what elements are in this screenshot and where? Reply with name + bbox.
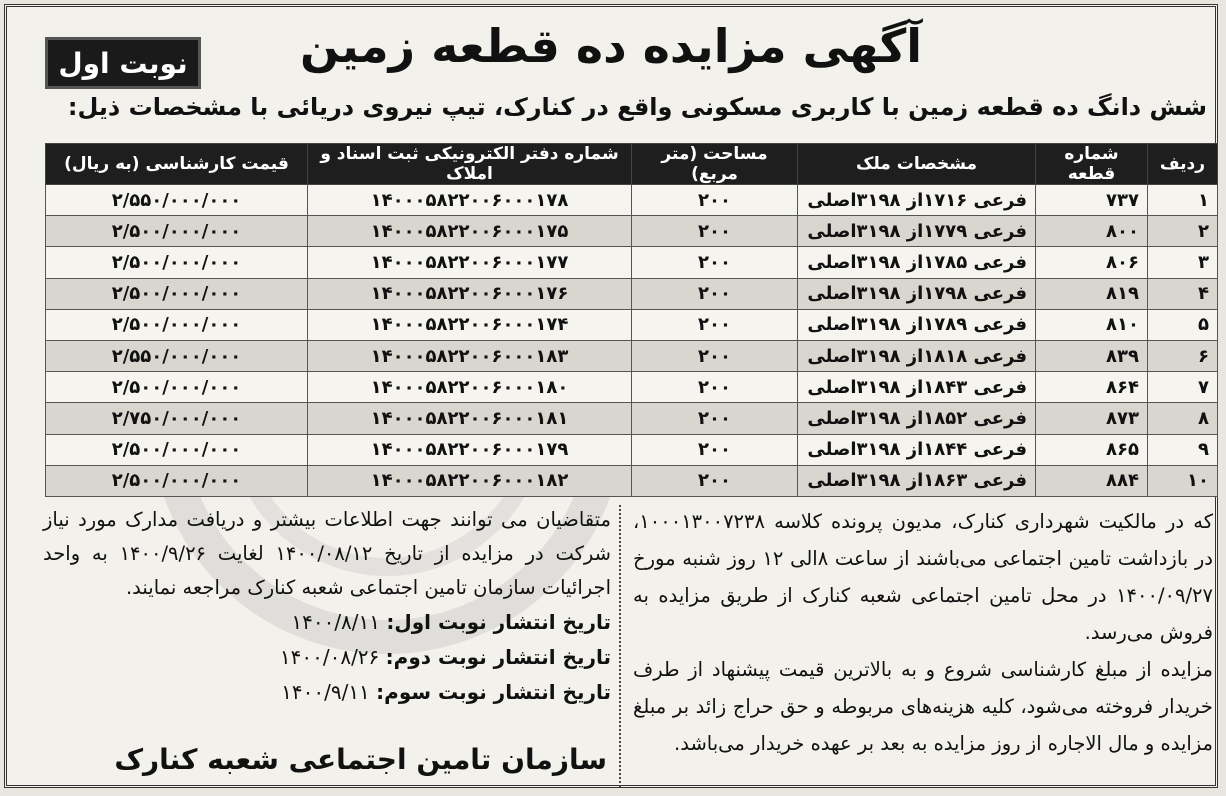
cell-row-number: ۵ [1148, 309, 1218, 340]
cell-row-number: ۳ [1148, 247, 1218, 278]
cell-property-spec: فرعی ۱۷۸۹از ۳۱۹۸اصلی [798, 309, 1036, 340]
intro-text: شش دانگ ده قطعه زمین با کاربری مسکونی واقع در کنارک، تیپ نیروی دریائی با مشخصات ذیل: [67, 93, 1207, 121]
cell-area: ۲۰۰ [632, 216, 798, 247]
cell-property-spec: فرعی ۱۷۹۸از ۳۱۹۸اصلی [798, 278, 1036, 309]
header-area: مساحت (متر مربع) [632, 144, 798, 185]
cell-property-spec: فرعی ۱۸۶۳از ۳۱۹۸اصلی [798, 465, 1036, 496]
cell-parcel-number: ۸۰۰ [1036, 216, 1148, 247]
publication-date: ۱۴۰۰/۸/۱۱ [291, 610, 381, 634]
cell-registry-number: ۱۴۰۰۰۵۸۲۲۰۰۶۰۰۰۱۷۵ [308, 216, 632, 247]
cell-property-spec: فرعی ۱۸۴۴از ۳۱۹۸اصلی [798, 434, 1036, 465]
cell-parcel-number: ۸۸۴ [1036, 465, 1148, 496]
cell-registry-number: ۱۴۰۰۰۵۸۲۲۰۰۶۰۰۰۱۸۳ [308, 340, 632, 371]
cell-property-spec: فرعی ۱۷۷۹از ۳۱۹۸اصلی [798, 216, 1036, 247]
cell-area: ۲۰۰ [632, 372, 798, 403]
publication-date-third [43, 675, 611, 710]
cell-price: ۲/۵۰۰/۰۰۰/۰۰۰ [46, 216, 308, 247]
auction-terms-paragraph: که در مالکیت شهرداری کنارک، مدیون پرونده کلاسه ۱۰۰۰۱۳۰۰۷۲۳۸، در بازداشت تامین اجتماعی می‌باشند از ساعت ۸الی ۱۲ روز شنبه مورخ ۱۴۰۰/۰۹/۲۷ در محل تامین اجتماعی شعبه کنارک از طریق مزایده به فروش می‌رسد. [633, 510, 1213, 644]
cell-parcel-number: ۸۶۴ [1036, 372, 1148, 403]
cell-area: ۲۰۰ [632, 465, 798, 496]
cell-row-number: ۷ [1148, 372, 1218, 403]
cell-row-number: ۸ [1148, 403, 1218, 434]
publication-badge: نوبت اول [45, 37, 201, 89]
cell-row-number: ۱۰ [1148, 465, 1218, 496]
cell-row-number: ۹ [1148, 434, 1218, 465]
applicant-info-paragraph: متقاضیان می توانند جهت اطلاعات بیشتر و دریافت مدارک مورد نیاز شرکت در مزایده از تاریخ ۱۴۰۰/۰۸/۱۲ لغایت ۱۴۰۰/۹/۲۶ به واحد اجرائیات سازمان تامین اجتماعی شعبه کنارک مراجعه نمایند. [43, 508, 612, 599]
cell-property-spec: فرعی ۱۷۱۶از ۳۱۹۸اصلی [798, 185, 1036, 216]
cell-property-spec: فرعی ۱۸۴۳از ۳۱۹۸اصلی [798, 372, 1036, 403]
cell-price: ۲/۵۰۰/۰۰۰/۰۰۰ [46, 372, 308, 403]
cell-area: ۲۰۰ [632, 278, 798, 309]
publication-label: تاریخ انتشار نوبت سوم: [376, 680, 611, 704]
publication-label: تاریخ انتشار نوبت اول: [386, 610, 611, 634]
cell-row-number: ۲ [1148, 216, 1218, 247]
cell-parcel-number: ۸۷۳ [1036, 403, 1148, 434]
publication-date-first [43, 605, 611, 640]
auction-terms-paragraph: مزایده از مبلغ کارشناسی شروع و به بالاترین قیمت پیشنهاد از طرف خریدار فروخته می‌شود، کلیه هزینه‌های مربوطه و حق حراج زائد بر مبلغ مزایده و مال الاجاره از روز مزایده به بعد بر عهده خریدار می‌باشد. [633, 658, 1213, 755]
table-row [46, 340, 1218, 371]
cell-area: ۲۰۰ [632, 340, 798, 371]
cell-registry-number: ۱۴۰۰۰۵۸۲۲۰۰۶۰۰۰۱۷۷ [308, 247, 632, 278]
table-row [46, 434, 1218, 465]
table-row [46, 278, 1218, 309]
publication-date-second [43, 640, 611, 675]
cell-price: ۲/۵۰۰/۰۰۰/۰۰۰ [46, 465, 308, 496]
parcels-table [45, 143, 1218, 497]
table-row [46, 216, 1218, 247]
cell-area: ۲۰۰ [632, 403, 798, 434]
advertisement-page [4, 4, 1218, 788]
header-parcel-number: شماره قطعه [1036, 144, 1148, 185]
cell-parcel-number: ۸۰۶ [1036, 247, 1148, 278]
cell-parcel-number: ۷۳۷ [1036, 185, 1148, 216]
header-row-number: ردیف [1148, 144, 1218, 185]
cell-parcel-number: ۸۱۰ [1036, 309, 1148, 340]
cell-property-spec: فرعی ۱۷۸۵از ۳۱۹۸اصلی [798, 247, 1036, 278]
cell-property-spec: فرعی ۱۸۵۲از ۳۱۹۸اصلی [798, 403, 1036, 434]
cell-price: ۲/۷۵۰/۰۰۰/۰۰۰ [46, 403, 308, 434]
cell-area: ۲۰۰ [632, 247, 798, 278]
table-row [46, 309, 1218, 340]
cell-row-number: ۱ [1148, 185, 1218, 216]
publication-date: ۱۴۰۰/۰۸/۲۶ [279, 645, 380, 669]
table-row [46, 247, 1218, 278]
cell-parcel-number: ۸۶۵ [1036, 434, 1148, 465]
cell-parcel-number: ۸۱۹ [1036, 278, 1148, 309]
cell-registry-number: ۱۴۰۰۰۵۸۲۲۰۰۶۰۰۰۱۷۹ [308, 434, 632, 465]
publication-date: ۱۴۰۰/۹/۱۱ [281, 680, 370, 704]
table-row [46, 185, 1218, 216]
cell-registry-number: ۱۴۰۰۰۵۸۲۲۰۰۶۰۰۰۱۷۴ [308, 309, 632, 340]
cell-price: ۲/۵۰۰/۰۰۰/۰۰۰ [46, 247, 308, 278]
cell-price: ۲/۵۰۰/۰۰۰/۰۰۰ [46, 434, 308, 465]
header-registry-number: شماره دفتر الکترونیکی ثبت اسناد و املاک [308, 144, 632, 185]
table-header-row [46, 144, 1218, 185]
page-title: آگهی مزایده ده قطعه زمین [299, 19, 923, 73]
cell-price: ۲/۵۰۰/۰۰۰/۰۰۰ [46, 278, 308, 309]
applicant-info [43, 503, 611, 710]
header-property-spec: مشخصات ملک [798, 144, 1036, 185]
organization-signature: سازمان تامین اجتماعی شعبه کنارک [114, 743, 607, 776]
cell-registry-number: ۱۴۰۰۰۵۸۲۲۰۰۶۰۰۰۱۸۱ [308, 403, 632, 434]
table-row [46, 372, 1218, 403]
cell-price: ۲/۵۵۰/۰۰۰/۰۰۰ [46, 340, 308, 371]
cell-area: ۲۰۰ [632, 185, 798, 216]
cell-property-spec: فرعی ۱۸۱۸از ۳۱۹۸اصلی [798, 340, 1036, 371]
cell-registry-number: ۱۴۰۰۰۵۸۲۲۰۰۶۰۰۰۱۷۶ [308, 278, 632, 309]
cell-area: ۲۰۰ [632, 434, 798, 465]
header-price: قیمت کارشناسی (به ریال) [46, 144, 308, 185]
cell-registry-number: ۱۴۰۰۰۵۸۲۲۰۰۶۰۰۰۱۷۸ [308, 185, 632, 216]
cell-parcel-number: ۸۳۹ [1036, 340, 1148, 371]
auction-terms [633, 503, 1213, 762]
cell-row-number: ۴ [1148, 278, 1218, 309]
cell-price: ۲/۵۵۰/۰۰۰/۰۰۰ [46, 185, 308, 216]
cell-row-number: ۶ [1148, 340, 1218, 371]
cell-registry-number: ۱۴۰۰۰۵۸۲۲۰۰۶۰۰۰۱۸۰ [308, 372, 632, 403]
cell-registry-number: ۱۴۰۰۰۵۸۲۲۰۰۶۰۰۰۱۸۲ [308, 465, 632, 496]
table-row [46, 403, 1218, 434]
cell-price: ۲/۵۰۰/۰۰۰/۰۰۰ [46, 309, 308, 340]
table-row [46, 465, 1218, 496]
cell-area: ۲۰۰ [632, 309, 798, 340]
publication-label: تاریخ انتشار نوبت دوم: [385, 645, 611, 669]
column-divider [619, 505, 621, 787]
